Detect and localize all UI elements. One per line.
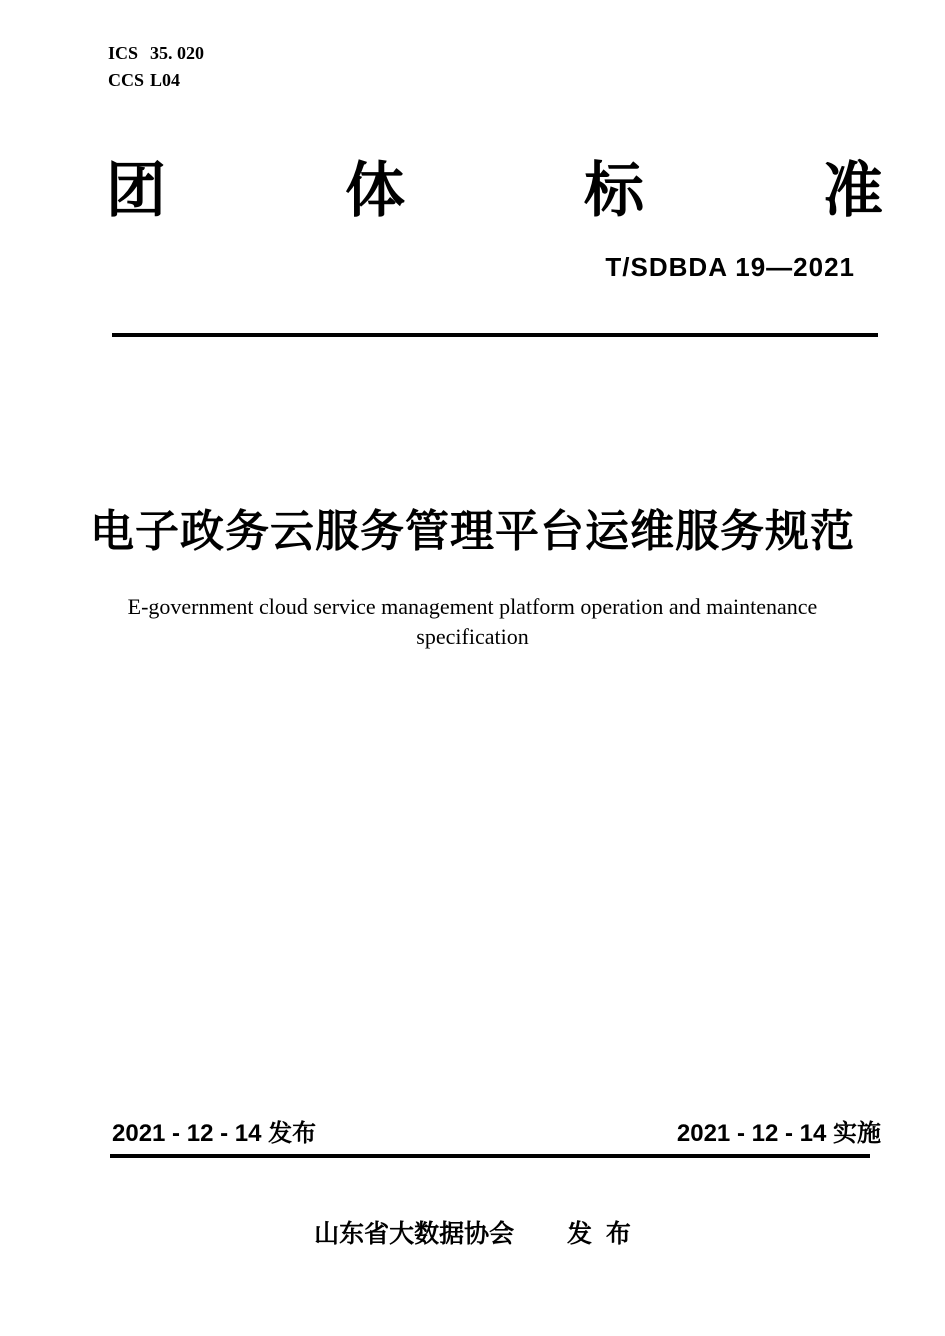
title-english xyxy=(50,592,895,652)
footer-rule xyxy=(110,1154,870,1158)
implementation-date: 2021 - 12 - 14 实施 xyxy=(676,1120,881,1147)
ics-value: 35. 020 xyxy=(150,43,204,63)
ics-code-row xyxy=(108,40,204,67)
dates-row xyxy=(112,1120,881,1148)
ccs-value: L04 xyxy=(150,70,181,90)
title-english-line1: E-government cloud service management platform operation and maintenance xyxy=(127,594,818,619)
publisher-name: 山东省大数据协会 xyxy=(314,1220,515,1248)
document-type-heading xyxy=(106,157,883,224)
ccs-label: CCS xyxy=(108,70,145,90)
doc-type-char-3: 标 xyxy=(584,157,644,224)
ccs-code-row xyxy=(108,67,204,94)
doc-type-char-2: 体 xyxy=(345,157,405,224)
title-english-line2: specification xyxy=(416,624,529,649)
publisher-line xyxy=(0,1218,945,1250)
publisher-action: 发 布 xyxy=(567,1220,631,1248)
doc-type-char-4: 准 xyxy=(823,157,883,224)
doc-type-char-1: 团 xyxy=(106,157,166,224)
ics-label: ICS xyxy=(108,43,139,63)
title-chinese: 电子政务云服务管理平台运维服务规范 xyxy=(90,507,855,556)
classification-codes xyxy=(108,40,204,94)
standard-number: T/SDBDA 19—2021 xyxy=(605,252,855,282)
header-rule xyxy=(112,333,878,337)
issue-date: 2021 - 12 - 14 发布 xyxy=(112,1120,317,1147)
